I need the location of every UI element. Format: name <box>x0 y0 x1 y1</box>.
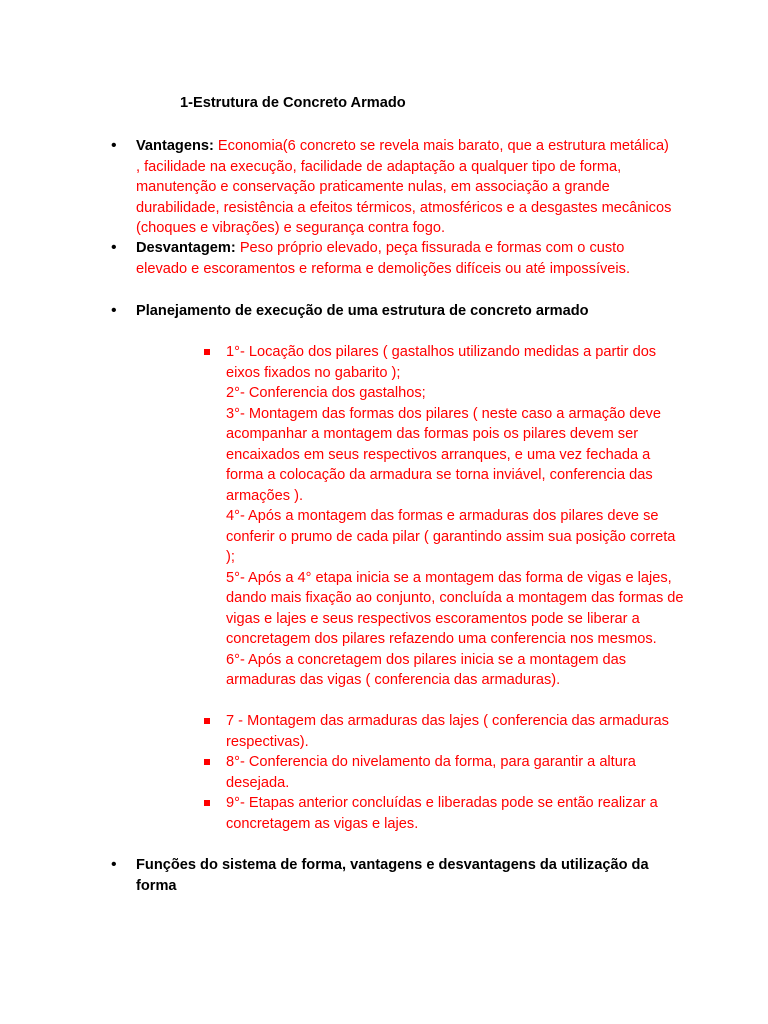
document-title: 1-Estrutura de Concreto Armado <box>180 95 406 111</box>
step-2: 2°- Conferencia dos gastalhos; <box>226 385 426 401</box>
step-4: 4°- Após a montagem das formas e armaduras dos pilares deve se conferir o prumo de cada pilar ( garantindo assim sua posição correta ); <box>226 508 676 565</box>
steps-block <box>226 342 686 691</box>
step-marker-8 <box>204 759 210 765</box>
step-marker-7 <box>204 718 210 724</box>
vantagens-paragraph <box>136 136 676 239</box>
step-9: 9°- Etapas anterior concluídas e liberadas pode se então realizar a concretagem as vigas e lajes. <box>226 795 658 832</box>
bullet-vantagens: • <box>111 137 117 154</box>
desvantagem-label: Desvantagem: <box>136 240 236 256</box>
step-6: 6°- Após a concretagem dos pilares inicia se a montagem das armaduras das vigas ( conferencia das armaduras). <box>226 651 627 688</box>
step-7: 7 - Montagem das armaduras das lajes ( conferencia das armaduras respectivas). <box>226 713 669 750</box>
bullet-planejamento: • <box>111 302 117 319</box>
step-8: 8°- Conferencia do nivelamento da forma, para garantir a altura desejada. <box>226 754 636 791</box>
planejamento-heading: Planejamento de execução de uma estrutura de concreto armado <box>136 303 589 319</box>
vantagens-label: Vantagens: <box>136 138 214 154</box>
step-3: 3°- Montagem das formas dos pilares ( neste caso a armação deve acompanhar a montagem das formas pois os pilares devem ser encaixados em seus respectivos arranques, e uma vez fechada a forma a colocação da armadura se torna inviável, conferencia das armações ). <box>226 405 661 504</box>
step-1: 1°- Locação dos pilares ( gastalhos utilizando medidas a partir dos eixos fixados no gabarito ); <box>226 344 657 381</box>
bullet-desvantagem: • <box>111 239 117 256</box>
desvantagem-paragraph <box>136 238 676 279</box>
step-marker-1 <box>204 349 210 355</box>
desvantagem-text: Peso próprio elevado, peça fissurada e formas com o custo elevado e escoramentos e reforma e demolições difíceis ou até impossíveis. <box>136 240 630 277</box>
vantagens-text: Economia(6 concreto se revela mais barato, que a estrutura metálica) , facilidade na execução, facilidade de adaptação a qualquer tipo de forma, manutenção e conservação praticamente nulas, em associação a grande durabilidade, resistência a efeitos térmicos, atmosféricos e a desgastes mecânicos (choques e vibrações) e segurança contra fogo. <box>136 138 672 236</box>
step-marker-9 <box>204 800 210 806</box>
step-5: 5°- Após a 4° etapa inicia se a montagem das forma de vigas e lajes, dando mais fixação ao conjunto, concluída a montagem das formas de vigas e lajes e seus respectivos escoramentos pode se liberar a concretagem dos pilares refazendo uma conferencia nos mesmos. <box>226 569 684 647</box>
bullet-funcoes: • <box>111 856 117 873</box>
funcoes-heading: Funções do sistema de forma, vantagens e desvantagens da utilização da forma <box>136 857 649 894</box>
